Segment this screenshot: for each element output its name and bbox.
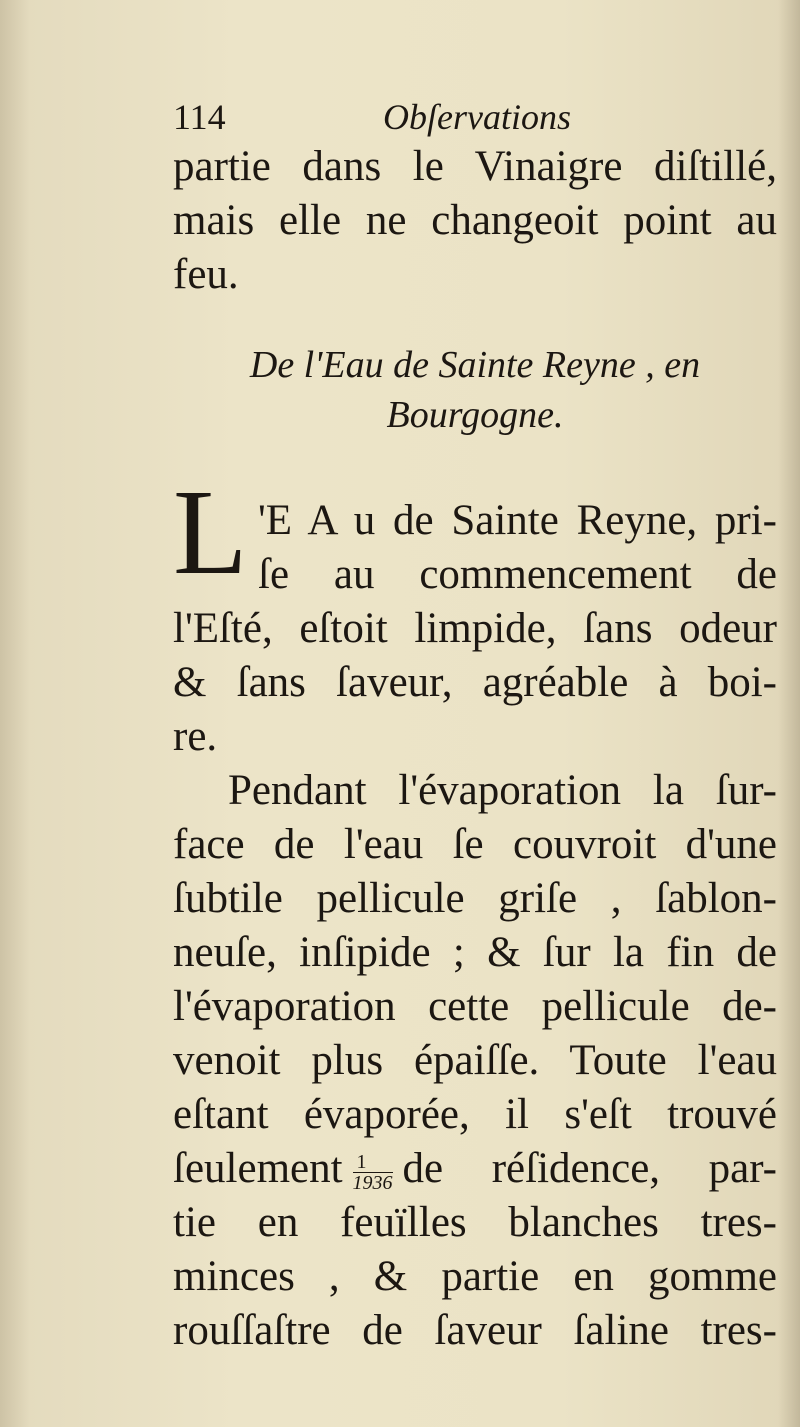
fraction-before: ſeulement: [173, 1145, 343, 1192]
section-heading-line1: De l'Eau de Sainte Reyne , en: [249, 344, 701, 386]
text-line: l'évaporation cette pellicule de-: [173, 983, 777, 1030]
text-line: & ſans ſaveur, agréable à boi-: [173, 659, 777, 706]
page-left-shadow: [0, 0, 30, 1427]
text-line: ſe au commencement de: [258, 551, 777, 598]
section-heading-line2: Bourgogne.: [386, 394, 564, 436]
page-header: [173, 96, 777, 144]
drop-cap: L: [173, 465, 248, 600]
text-line: venoit plus épaiſſe. Toute l'eau: [173, 1037, 777, 1084]
fraction-after: de réſidence, par-: [402, 1145, 777, 1192]
text-line: ſubtile pellicule griſe , ſablon-: [173, 875, 777, 922]
text-line: neuſe, inſipide ; & ſur la fin de: [173, 929, 777, 976]
text-line: feu.: [173, 251, 239, 298]
text-line: tie en feuïlles blanches tres-: [173, 1199, 777, 1246]
text-line: partie dans le Vinaigre diſtillé,: [173, 143, 777, 190]
text-line: eſtant évaporée, il s'eſt trouvé: [173, 1091, 777, 1138]
running-head: Obſervations: [383, 97, 571, 137]
text-line: l'Eſté, eſtoit limpide, ſans odeur: [173, 605, 777, 652]
text-line: mais elle ne changeoit point au: [173, 197, 777, 244]
text-line: face de l'eau ſe couvroit d'une: [173, 821, 777, 868]
text-line: rouſſaſtre de ſaveur ſaline tres-: [173, 1307, 777, 1354]
text-line: re.: [173, 713, 218, 760]
page-number: 114: [173, 97, 226, 137]
text-line: Pendant l'évaporation la ſur-: [228, 767, 777, 814]
fraction-numerator: 1: [353, 1152, 393, 1173]
text-line: 'E A u de Sainte Reyne, pri-: [258, 497, 777, 544]
page-right-shadow: [778, 0, 800, 1427]
text-line: minces , & partie en gomme: [173, 1253, 777, 1300]
fraction-line: [173, 1142, 777, 1196]
fraction: [353, 1152, 393, 1193]
fraction-denominator: 1936: [352, 1171, 393, 1194]
